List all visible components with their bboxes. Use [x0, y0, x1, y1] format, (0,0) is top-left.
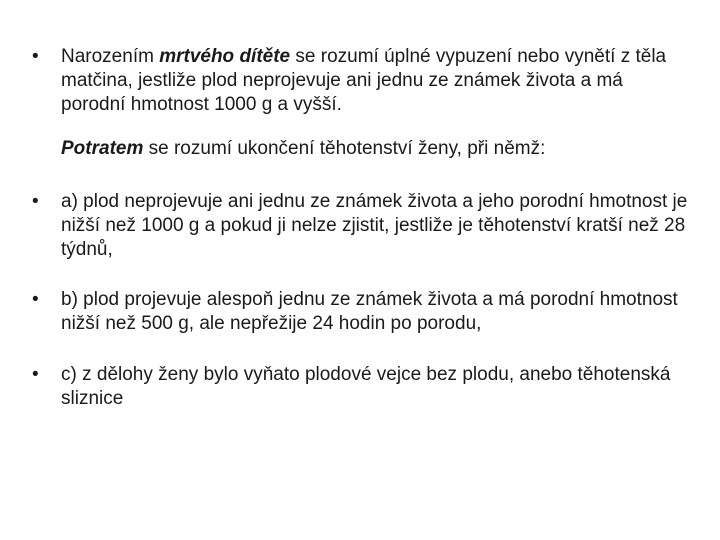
text-pre: Narozením — [61, 46, 160, 67]
text-post: se rozumí úplné vypuzení nebo vynětí z těla matčina, jestliže plod neprojevuje ani jednu ze známek života a má porodní hmotnost 1000 g a vyšší. — [61, 46, 667, 115]
condition-b — [32, 288, 692, 336]
emphasis-term: mrtvého dítěte — [159, 46, 291, 67]
bullet: • — [32, 289, 39, 310]
definition-miscarriage — [61, 137, 691, 161]
condition-a — [32, 190, 692, 262]
bullet: • — [32, 191, 39, 212]
text-post: se rozumí ukončení těhotenství ženy, při němž: — [143, 138, 546, 159]
definition-stillbirth — [32, 45, 692, 117]
condition-c-text: c) z dělohy ženy bylo vyňato plodové vejce bez plodu, anebo těhotenská sliznice — [61, 364, 671, 409]
condition-b-text: b) plod projevuje alespoň jednu ze známek života a má porodní hmotnost nižší než 500 g, ale nepřežije 24 hodin po porodu, — [61, 289, 678, 334]
condition-a-text: a) plod neprojevuje ani jednu ze známek života a jeho porodní hmotnost je nižší než 1000 g a pokud ji nelze zjistit, jestliže je těhotenství kratší než 28 týdnů, — [61, 191, 688, 260]
bullet: • — [32, 364, 39, 385]
definition-stillbirth-text — [61, 45, 692, 117]
emphasis-term: Potratem — [61, 138, 144, 159]
bullet: • — [32, 46, 39, 67]
condition-c — [32, 363, 692, 411]
